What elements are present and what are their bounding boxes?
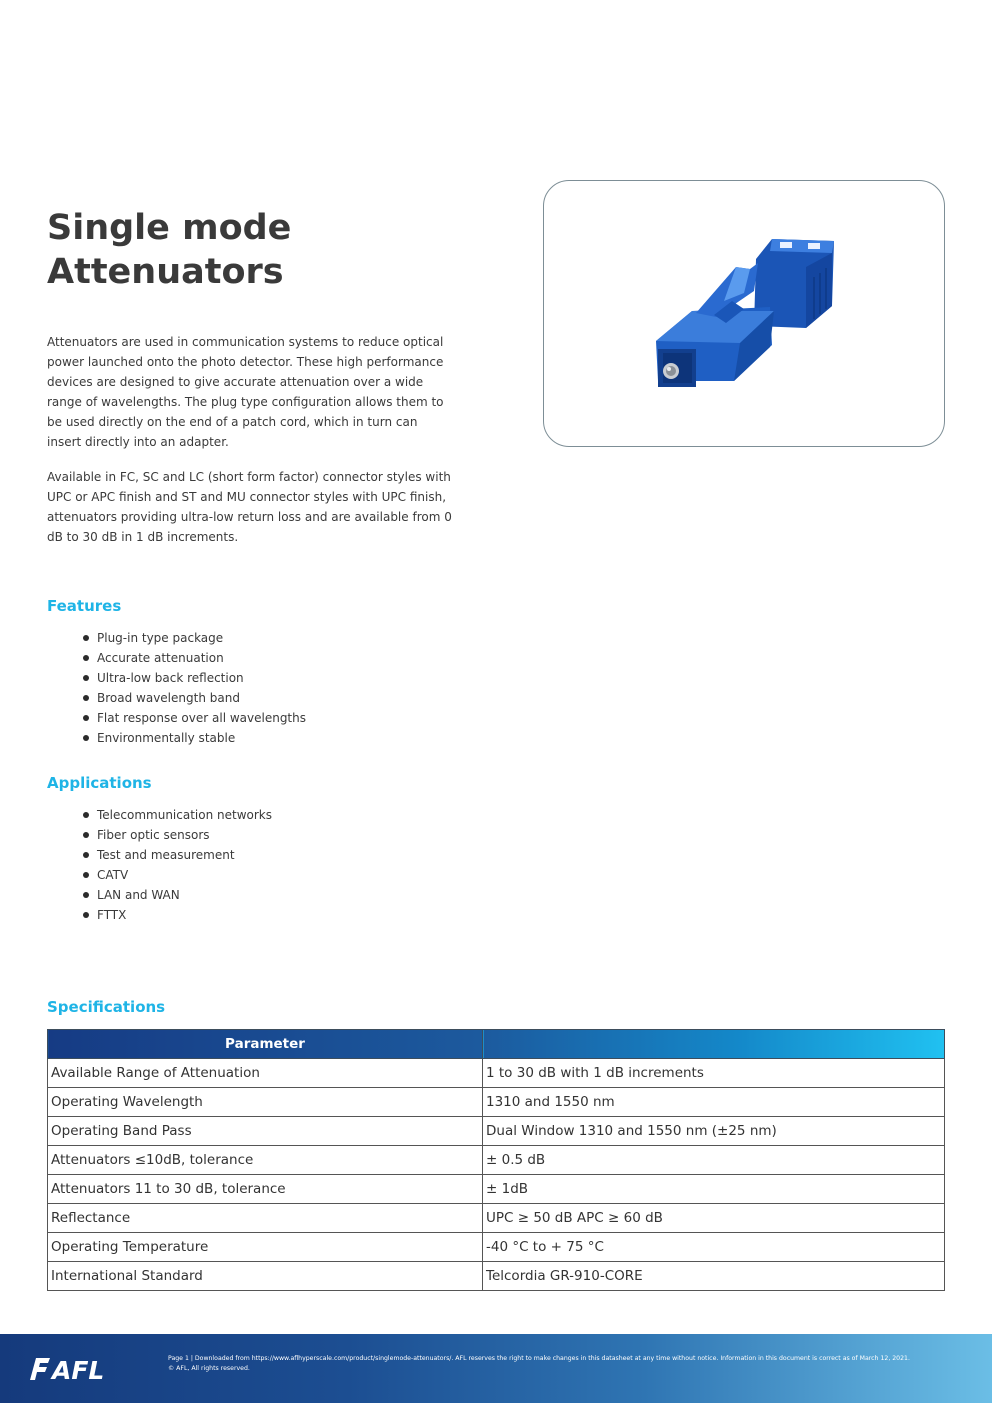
- list-item: Fiber optic sensors: [80, 825, 272, 845]
- table-cell: Dual Window 1310 and 1550 nm (±25 nm): [483, 1117, 945, 1146]
- lc-plug-attenuator-image: [544, 181, 945, 447]
- table-cell: Operating Temperature: [48, 1233, 483, 1262]
- title-line-2: Attenuators: [47, 252, 284, 292]
- table-cell: Reflectance: [48, 1204, 483, 1233]
- table-row: [48, 1204, 945, 1233]
- afl-logo: [26, 1352, 126, 1384]
- table-row: [48, 1146, 945, 1175]
- footer-bar: [0, 1334, 992, 1403]
- footer-line-2: © AFL, All rights reserved.: [168, 1365, 250, 1372]
- table-row: [48, 1175, 945, 1204]
- table-header-value: [483, 1030, 945, 1059]
- table-row: [48, 1059, 945, 1088]
- table-header-row: [48, 1030, 945, 1059]
- table-row: [48, 1233, 945, 1262]
- list-item: Telecommunication networks: [80, 805, 272, 825]
- table-row: [48, 1088, 945, 1117]
- logo-text: AFL: [52, 1356, 105, 1384]
- list-item: LAN and WAN: [80, 885, 272, 905]
- table-cell: Operating Wavelength: [48, 1088, 483, 1117]
- table-cell: Attenuators 11 to 30 dB, tolerance: [48, 1175, 483, 1204]
- table-cell: Available Range of Attenuation: [48, 1059, 483, 1088]
- table-cell: Telcordia GR-910-CORE: [483, 1262, 945, 1291]
- list-item: Broad wavelength band: [80, 688, 306, 708]
- footer-line-1: Page 1 | Downloaded from https://www.aflhyperscale.com/product/singlemode-attenuators/. AFL reserves the right to make changes in this datasheet at any time without notice. Information in this document is correct as of March 12, 2021.: [168, 1355, 910, 1362]
- intro-text: [47, 332, 452, 562]
- table-cell: 1 to 30 dB with 1 dB increments: [483, 1059, 945, 1088]
- applications-heading: Applications: [47, 774, 152, 792]
- list-item: Environmentally stable: [80, 728, 306, 748]
- list-item: CATV: [80, 865, 272, 885]
- title-line-1: Single mode: [47, 208, 292, 248]
- table-cell: UPC ≥ 50 dB APC ≥ 60 dB: [483, 1204, 945, 1233]
- page-title: [47, 206, 507, 294]
- footer-note: [168, 1354, 983, 1374]
- table-row: [48, 1117, 945, 1146]
- specifications-table: [47, 1029, 945, 1291]
- table-header-parameter: Parameter: [48, 1030, 483, 1059]
- table-row: [48, 1262, 945, 1291]
- list-item: Plug-in type package: [80, 628, 306, 648]
- table-cell: Attenuators ≤10dB, tolerance: [48, 1146, 483, 1175]
- specifications-heading: Specifications: [47, 998, 166, 1016]
- table-cell: ± 1dB: [483, 1175, 945, 1204]
- intro-paragraph-1: Attenuators are used in communication systems to reduce optical power launched onto the photo detector. These high performance devices are designed to give accurate attenuation over a wide range of wavelengths. The plug type configuration allows them to be used directly on the end of a patch cord, which in turn can insert directly into an adapter.: [47, 335, 444, 449]
- table-cell: ± 0.5 dB: [483, 1146, 945, 1175]
- table-cell: International Standard: [48, 1262, 483, 1291]
- list-item: Test and measurement: [80, 845, 272, 865]
- product-image-frame: [543, 180, 945, 447]
- table-cell: 1310 and 1550 nm: [483, 1088, 945, 1117]
- table-cell: -40 °C to + 75 °C: [483, 1233, 945, 1262]
- list-item: Flat response over all wavelengths: [80, 708, 306, 728]
- list-item: Accurate attenuation: [80, 648, 306, 668]
- intro-paragraph-2: Available in FC, SC and LC (short form factor) connector styles with UPC or APC finish and ST and MU connector styles with UPC finish, attenuators providing ultra-low return loss and are available from 0 dB to 30 dB in 1 dB increments.: [47, 470, 452, 544]
- table-cell: Operating Band Pass: [48, 1117, 483, 1146]
- list-item: FTTX: [80, 905, 272, 925]
- features-list: [80, 628, 306, 748]
- applications-list: [80, 805, 272, 925]
- list-item: Ultra-low back reflection: [80, 668, 306, 688]
- features-heading: Features: [47, 597, 122, 615]
